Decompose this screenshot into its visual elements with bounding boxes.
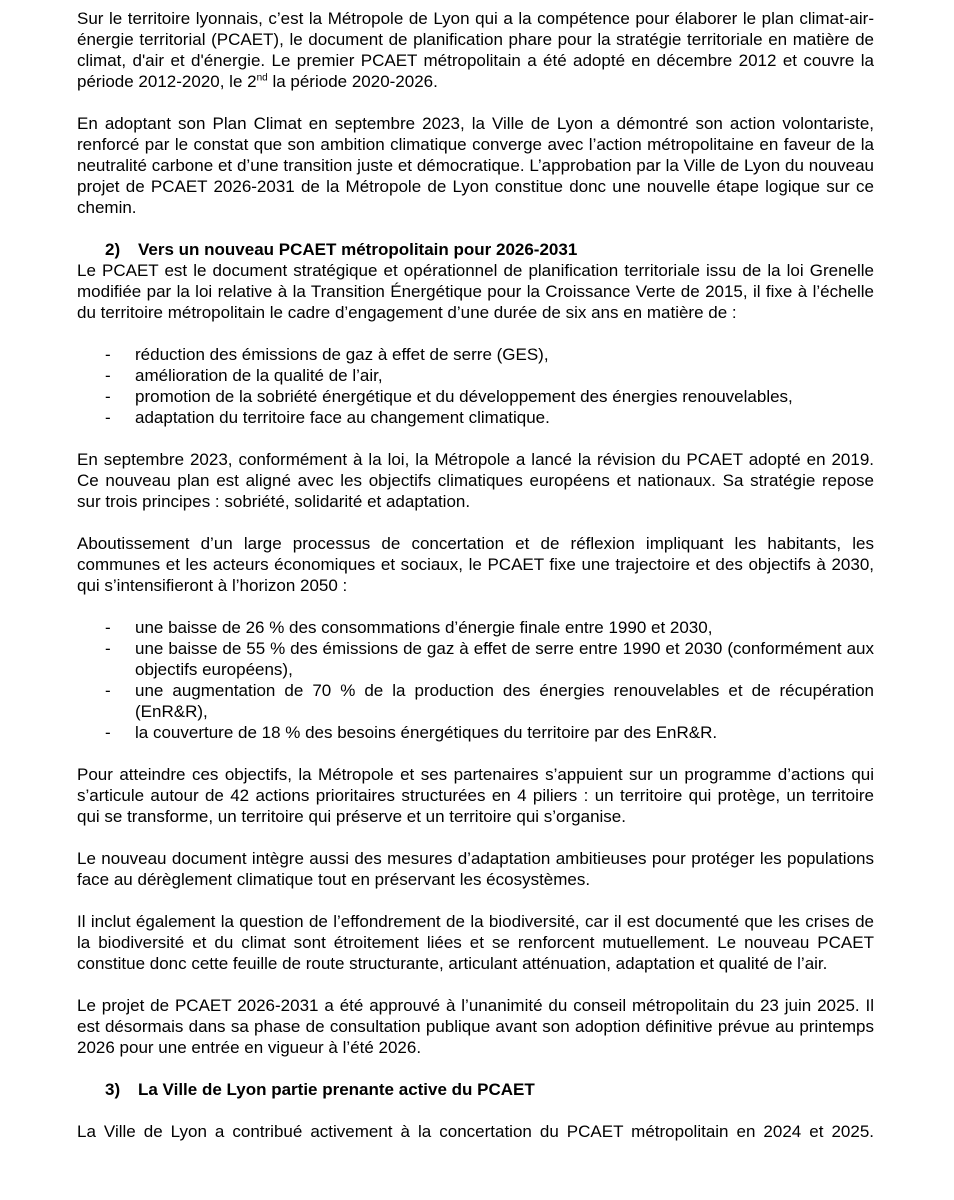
section-heading-2 — [77, 239, 874, 260]
section-title: La Ville de Lyon partie prenante active du PCAET — [138, 1080, 535, 1099]
paragraph-text: Sur le territoire lyonnais, c’est la Métropole de Lyon qui a la compétence pour élaborer le plan climat-air-énergie territorial (PCAET), le document de planification phare pour la stratégie territoriale en matière de climat, d'air et d'énergie. Le premier PCAET métropolitain a été adopté en décembre 2012 et couvre la période 2012-2020, le 2 — [77, 9, 874, 91]
section-number: 3) — [105, 1080, 121, 1099]
paragraph-text-end: la période 2020-2026. — [267, 72, 438, 91]
list-pcaet-domains — [77, 344, 874, 428]
paragraph-programme-actions: Pour atteindre ces objectifs, la Métropole et ses partenaires s’appuient sur un programme d’actions qui s’articule autour de 42 actions prioritaires structurées en 4 piliers : un territoire qui protège, un territoire qui se transforme, un territoire qui préserve et un territoire qui s’organise. — [77, 765, 874, 826]
superscript-nd: nd — [256, 72, 268, 84]
paragraph-ville-contribution: La Ville de Lyon a contribué activement à la concertation du PCAET métropolitain en 2024 et 2025. — [77, 1122, 874, 1141]
paragraph-approbation: Le projet de PCAET 2026-2031 a été approuvé à l’unanimité du conseil métropolitain du 23 juin 2025. Il est désormais dans sa phase de consultation publique avant son adoption définitive prévue au printemps 2026 pour une entrée en vigueur à l’été 2026. — [77, 996, 874, 1057]
section-heading-3 — [77, 1079, 874, 1100]
list-item: - adaptation du territoire face au changement climatique. — [105, 408, 550, 427]
list-item: - une augmentation de 70 % de la production des énergies renouvelables et de récupération (EnR&R), — [105, 681, 874, 721]
paragraph-adaptation: Le nouveau document intègre aussi des mesures d’adaptation ambitieuses pour protéger les populations face au dérèglement climatique tout en préservant les écosystèmes. — [77, 849, 874, 889]
list-item: - promotion de la sobriété énergétique et du développement des énergies renouvelables, — [105, 387, 793, 406]
list-item: - la couverture de 18 % des besoins énergétiques du territoire par des EnR&R. — [105, 723, 718, 742]
paragraph-revision-2023: En septembre 2023, conformément à la loi, la Métropole a lancé la révision du PCAET adopté en 2019. Ce nouveau plan est aligné avec les objectifs climatiques européens et nationaux. Sa stratégie repose sur trois principes : sobriété, solidarité et adaptation. — [77, 450, 874, 511]
paragraph-plan-climat-ville: En adoptant son Plan Climat en septembre 2023, la Ville de Lyon a démontré son action volontariste, renforcé par le constat que son ambition climatique converge avec l’action métropolitaine en faveur de la neutralité carbone et d’une transition juste et démocratique. L’approbation par la Ville de Lyon du nouveau projet de PCAET 2026-2031 de la Métropole de Lyon constitue donc une nouvelle étape logique sur ce chemin. — [77, 114, 874, 217]
list-item: - réduction des émissions de gaz à effet de serre (GES), — [105, 345, 549, 364]
list-item: - une baisse de 55 % des émissions de gaz à effet de serre entre 1990 et 2030 (conformément aux objectifs européens), — [105, 639, 874, 679]
paragraph-metropole-competence — [77, 8, 874, 92]
document-page — [77, 8, 874, 1142]
section-title: Vers un nouveau PCAET métropolitain pour 2026-2031 — [138, 240, 578, 259]
list-item: - une baisse de 26 % des consommations d’énergie finale entre 1990 et 2030, — [105, 618, 713, 637]
section-number: 2) — [105, 240, 121, 259]
paragraph-biodiversite: Il inclut également la question de l’effondrement de la biodiversité, car il est documenté que les crises de la biodiversité et du climat sont étroitement liées et se renforcent mutuellement. Le nouveau PCAET constitue donc cette feuille de route structurante, articulant atténuation, adaptation et qualité de l’air. — [77, 912, 874, 973]
list-objectives-2030 — [77, 617, 874, 743]
list-item: - amélioration de la qualité de l’air, — [105, 366, 383, 385]
paragraph-concertation: Aboutissement d’un large processus de concertation et de réflexion impliquant les habitants, les communes et les acteurs économiques et sociaux, le PCAET fixe une trajectoire et des objectifs à 2030, qui s’intensifieront à l’horizon 2050 : — [77, 534, 874, 595]
paragraph-pcaet-definition: Le PCAET est le document stratégique et opérationnel de planification territoriale issu de la loi Grenelle modifiée par la loi relative à la Transition Énergétique pour la Croissance Verte de 2015, il fixe à l’échelle du territoire métropolitain le cadre d’engagement d’une durée de six ans en matière de : — [77, 261, 874, 322]
